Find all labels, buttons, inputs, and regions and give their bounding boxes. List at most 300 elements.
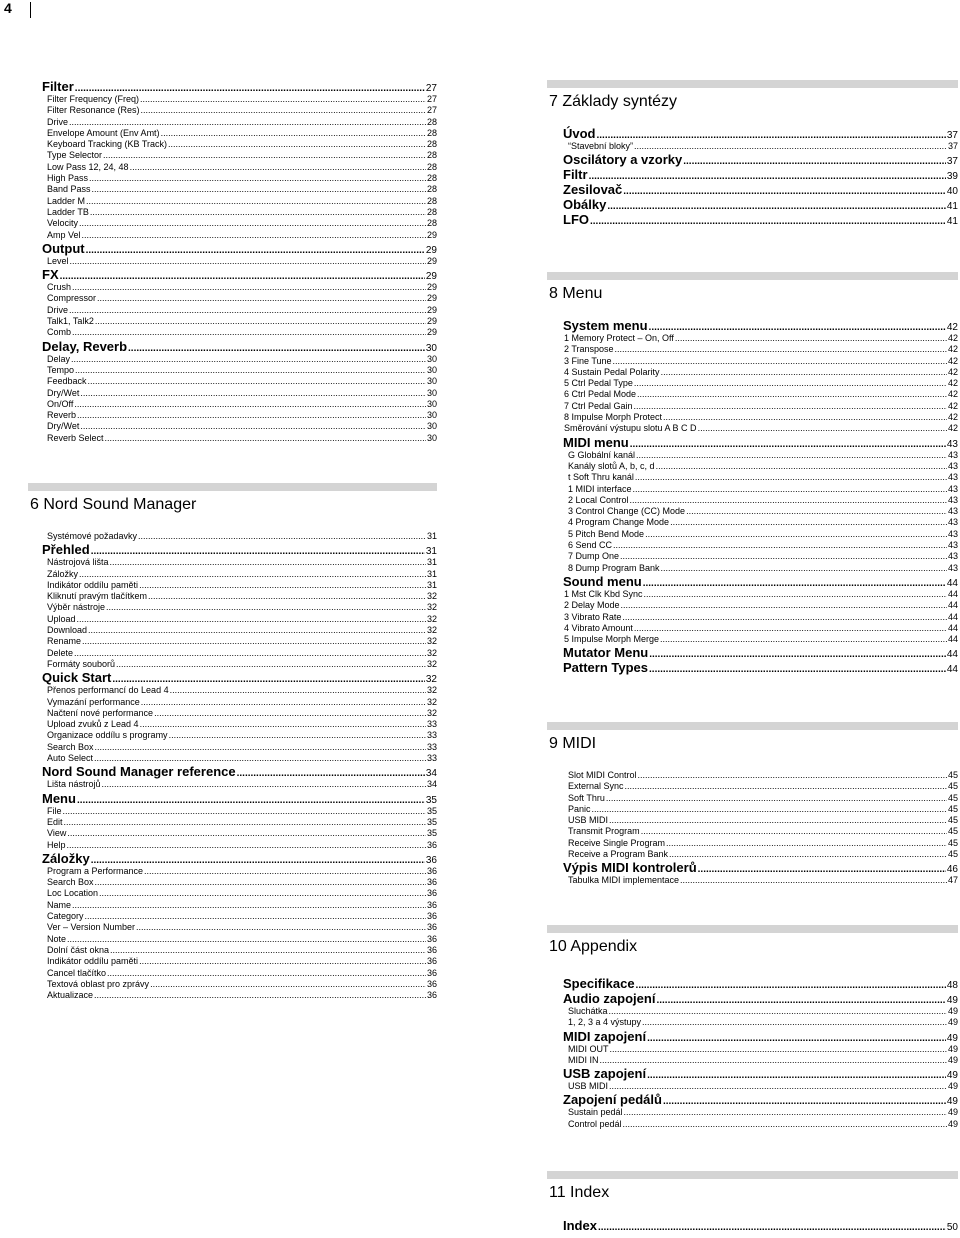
toc-entry[interactable]	[47, 128, 437, 139]
toc-entry[interactable]	[564, 600, 958, 611]
dot-leader	[102, 779, 426, 790]
toc-entry[interactable]	[568, 141, 958, 152]
toc-entry[interactable]	[568, 1006, 958, 1017]
toc-entry-page: 31	[426, 579, 437, 590]
dot-leader	[663, 412, 947, 423]
toc-entry-title: Načtení nové performance	[47, 707, 154, 718]
dot-leader	[140, 719, 426, 730]
toc-entry-title: Oscilátory a vzorky	[563, 152, 683, 168]
toc-entry[interactable]	[564, 412, 958, 423]
toc-entry-title: 7 Ctrl Pedal Gain	[564, 400, 633, 411]
toc-entry[interactable]	[47, 354, 437, 365]
toc-section-zalozky[interactable]: Záložky ..... 36	[42, 851, 437, 866]
dot-leader	[613, 356, 947, 367]
toc-entry[interactable]	[47, 293, 437, 304]
toc-entry[interactable]	[47, 376, 437, 387]
toc-entry[interactable]	[47, 911, 437, 922]
toc-entry-title: 5 Impulse Morph Merge	[564, 634, 660, 645]
toc-entry[interactable]	[568, 563, 958, 574]
chapter-6-title[interactable]: 6 Nord Sound Manager	[30, 496, 197, 513]
toc-entry[interactable]	[568, 551, 958, 562]
toc-entry[interactable]	[47, 150, 437, 161]
toc-entry-title: Rename	[47, 636, 82, 647]
toc-entry-title: 4 Sustain Pedal Polarity	[564, 366, 660, 377]
toc-entry-title: 3 Fine Tune	[564, 355, 612, 366]
toc-entry[interactable]	[47, 117, 437, 128]
toc-entry-title: 5 Pitch Bend Mode	[568, 528, 645, 539]
toc-entry-page: 31	[426, 557, 437, 568]
toc-entry[interactable]	[47, 184, 437, 195]
toc-entry[interactable]	[568, 849, 958, 860]
toc-entry[interactable]	[47, 625, 437, 636]
dot-leader	[624, 1107, 947, 1118]
toc-entry[interactable]	[47, 697, 437, 708]
toc-entry-page: 30	[426, 387, 437, 398]
toc-entry-title: MIDI IN	[568, 1054, 599, 1065]
toc-entry[interactable]	[47, 602, 437, 613]
toc-entry-page: 37	[946, 156, 958, 168]
toc-entry[interactable]	[568, 529, 958, 540]
toc-entry-page: 43	[947, 472, 958, 483]
toc-entry-title: Dry/Wet	[47, 387, 80, 398]
toc-entry-page: 33	[426, 719, 437, 730]
toc-entry-title: Name	[47, 899, 72, 910]
toc-entry[interactable]	[47, 105, 437, 116]
toc-entry[interactable]	[47, 877, 437, 888]
toc-entry[interactable]	[47, 94, 437, 105]
toc-entry[interactable]	[564, 634, 958, 645]
toc-entry-page: 32	[426, 636, 437, 647]
toc-entry-page: 49	[947, 1054, 958, 1065]
toc-entry-title: Auto Select	[47, 753, 94, 764]
dot-leader	[99, 888, 426, 899]
toc-entry-page: 43	[947, 506, 958, 517]
toc-entry-page: 30	[426, 421, 437, 432]
dot-leader	[79, 569, 426, 580]
toc-entry[interactable]	[568, 506, 958, 517]
chapter-10-block	[547, 925, 958, 1130]
toc-entry[interactable]	[47, 388, 437, 399]
toc-entry[interactable]	[47, 990, 437, 1001]
toc-entry[interactable]	[47, 730, 437, 741]
toc-section-system-menu[interactable]: System menu ..... 42	[563, 318, 958, 333]
toc-entry-title: 1 MIDI interface	[568, 483, 632, 494]
dot-leader	[85, 911, 426, 922]
chapter-rule	[28, 483, 437, 491]
toc-entry[interactable]	[47, 900, 437, 911]
toc-entry[interactable]	[47, 659, 437, 670]
toc-entry-title: Crush	[47, 282, 72, 293]
toc-entry-page: 27	[426, 105, 437, 116]
toc-entry-title: External Sync	[568, 781, 624, 792]
dot-leader	[141, 105, 426, 116]
toc-section[interactable]	[563, 645, 958, 660]
dot-leader	[636, 450, 947, 461]
dot-leader	[649, 662, 946, 677]
chapter-7-title[interactable]: 7 Základy syntézy	[549, 93, 678, 110]
dot-leader	[74, 648, 426, 659]
toc-entry[interactable]	[564, 333, 958, 344]
toc-entry-page: 28	[426, 139, 437, 150]
toc-entry[interactable]	[47, 173, 437, 184]
toc-entry-page: 44	[947, 600, 958, 611]
toc-entry-page: 31	[426, 568, 437, 579]
toc-entry[interactable]	[568, 1081, 958, 1092]
toc-entry-page: 30	[426, 364, 437, 375]
toc-entry-page: 44	[947, 588, 958, 599]
toc-entry[interactable]	[568, 1044, 958, 1055]
toc-section[interactable]	[563, 197, 958, 212]
dot-leader	[675, 333, 947, 344]
dot-leader	[71, 354, 426, 365]
toc-entry-page: 42	[947, 423, 958, 434]
toc-section-fx[interactable]: FX ..... 29	[42, 267, 437, 282]
toc-entry-page: 36	[426, 978, 437, 989]
dot-leader	[72, 327, 426, 338]
toc-entry[interactable]	[47, 433, 437, 444]
toc-section-quick-start[interactable]: Quick Start ..... 32	[42, 670, 437, 685]
toc-entry-page: 27	[426, 94, 437, 104]
toc-entry[interactable]	[47, 580, 437, 591]
toc-entry-page: 49	[947, 1006, 958, 1016]
toc-entry[interactable]	[47, 327, 437, 338]
toc-entry-page: 45	[947, 770, 958, 780]
toc-section-filter[interactable]: Filter ..... 27	[42, 79, 437, 94]
toc-entry[interactable]	[568, 1017, 958, 1028]
toc-section-usb[interactable]: USB zapojení ..... 49	[563, 1066, 958, 1081]
toc-entry-title: View	[47, 828, 67, 839]
dot-leader	[661, 367, 947, 378]
toc-entry-page: 36	[426, 922, 437, 933]
toc-section-prehled[interactable]: Přehled ..... 31	[42, 542, 437, 557]
toc-entry-page: 43	[947, 551, 958, 562]
toc-entry-title: Sluchátka	[568, 1006, 608, 1016]
chapter-9-title[interactable]: 9 MIDI	[549, 735, 597, 752]
dot-leader	[80, 421, 426, 432]
toc-entry-page: 28	[426, 127, 437, 138]
toc-entry-title: Upload zvuků z Lead 4	[47, 719, 139, 730]
toc-entry[interactable]	[568, 875, 958, 886]
toc-entry-title: Formáty souborů	[47, 658, 116, 669]
toc-entry[interactable]	[564, 589, 958, 600]
toc-entry-title: Ver – Version Number	[47, 922, 136, 933]
toc-entry-title: 3 Vibrato Rate	[564, 611, 622, 622]
toc-entry[interactable]	[47, 979, 437, 990]
toc-entry-title: Receive a Program Bank	[568, 849, 669, 860]
toc-entry-title: Velocity	[47, 218, 79, 229]
dot-leader	[70, 256, 426, 267]
toc-entry[interactable]	[47, 828, 437, 839]
toc-entry-page: 35	[426, 805, 437, 816]
toc-entry-title: Tabulka MIDI implementace	[568, 875, 680, 886]
toc-entry-page: 36	[426, 877, 437, 888]
toc-entry[interactable]	[47, 648, 437, 659]
dot-leader	[67, 840, 426, 851]
toc-entry-title: Filtr	[563, 167, 588, 183]
toc-entry-page: 29	[426, 255, 437, 266]
chapter-8-title[interactable]: 8 Menu	[549, 285, 603, 302]
toc-entry[interactable]	[47, 256, 437, 267]
toc-entry[interactable]	[568, 1055, 958, 1066]
toc-entry-page: 42	[947, 344, 958, 355]
toc-entry-title: Talk1, Talk2	[47, 316, 94, 327]
toc-entry-title: 3 Control Change (CC) Mode	[568, 506, 686, 517]
toc-entry-page: 32	[426, 647, 437, 658]
toc-entry[interactable]	[568, 472, 958, 483]
toc-entry[interactable]	[47, 591, 437, 602]
toc-entry-title: 1 Mst Clk Kbd Sync	[564, 588, 643, 599]
dot-leader	[90, 207, 426, 218]
toc-entry[interactable]	[568, 540, 958, 551]
toc-entry-page: 33	[426, 753, 437, 764]
toc-entry-page: 32	[426, 696, 437, 707]
dot-leader	[140, 94, 426, 105]
toc-entry[interactable]	[568, 838, 958, 849]
toc-entry[interactable]	[568, 1107, 958, 1118]
toc-entry[interactable]	[568, 1119, 958, 1130]
toc-section[interactable]	[563, 182, 958, 197]
toc-entry-title: Indikátor oddílu paměti	[47, 579, 139, 590]
toc-entry-page: 44	[946, 649, 958, 661]
toc-entry-page: 28	[426, 161, 437, 172]
toc-entry[interactable]	[47, 282, 437, 293]
chapter-10-title[interactable]: 10 Appendix	[549, 938, 638, 955]
toc-entry-page: 42	[947, 366, 958, 377]
toc-entry-title: Program a Performance	[47, 865, 144, 876]
toc-entry[interactable]	[47, 922, 437, 933]
toc-entry[interactable]	[568, 793, 958, 804]
toc-entry-title: Dolní část okna	[47, 944, 110, 955]
toc-section-menu[interactable]: Menu ..... 35	[42, 791, 437, 806]
toc-entry[interactable]	[47, 196, 437, 207]
page-number: 4	[4, 0, 12, 16]
toc-entry[interactable]	[47, 866, 437, 877]
toc-entry[interactable]	[568, 804, 958, 815]
toc-entry[interactable]	[564, 367, 958, 378]
dot-leader	[88, 376, 426, 387]
toc-entry[interactable]	[47, 365, 437, 376]
toc-entry[interactable]	[568, 781, 958, 792]
dot-leader	[669, 849, 947, 860]
dot-leader	[144, 866, 426, 877]
toc-section[interactable]	[563, 660, 958, 675]
toc-entry-title: 2 Transpose	[564, 344, 614, 355]
toc-entry[interactable]	[47, 968, 437, 979]
toc-entry[interactable]	[47, 779, 437, 790]
toc-entry-title: 5 Ctrl Pedal Type	[564, 378, 633, 389]
dot-leader	[64, 817, 426, 828]
toc-section-uvod[interactable]: Úvod ..... 37	[563, 126, 958, 141]
toc-entry-page: 43	[947, 460, 958, 471]
toc-entry-page: 42	[947, 389, 958, 400]
toc-entry-title: Zesilovač	[563, 182, 623, 198]
toc-entry[interactable]	[568, 450, 958, 461]
toc-entry-page: 42	[947, 378, 958, 389]
toc-section-audio[interactable]: Audio zapojení ..... 49	[563, 991, 958, 1006]
toc-entry[interactable]	[47, 162, 437, 173]
toc-entry-page: 36	[426, 990, 437, 1001]
toc-entry-page: 43	[947, 449, 958, 460]
dot-leader	[168, 139, 426, 150]
toc-entry-page: 43	[947, 494, 958, 505]
toc-entry-page: 43	[947, 517, 958, 528]
toc-entry-page: 45	[947, 803, 958, 814]
toc-entry-page: 31	[426, 531, 437, 541]
toc-entry[interactable]	[564, 612, 958, 623]
dot-leader	[630, 495, 947, 506]
chapter-rule	[547, 925, 958, 933]
dot-leader	[590, 214, 946, 229]
toc-section[interactable]	[563, 152, 958, 167]
toc-entry[interactable]	[47, 708, 437, 719]
toc-entry[interactable]	[564, 378, 958, 389]
toc-entry-title: Edit	[47, 816, 63, 827]
toc-entry-page: 41	[946, 201, 958, 213]
toc-entry-title: 8 Impulse Morph Protect	[564, 412, 663, 423]
dot-leader	[92, 184, 426, 195]
toc-entry[interactable]	[564, 423, 958, 434]
toc-entry-title: Nástrojová lišta	[47, 557, 109, 568]
chapter-rule	[547, 722, 958, 730]
toc-entry-page: 34	[426, 779, 437, 790]
dot-leader	[150, 979, 426, 990]
toc-entry[interactable]	[47, 399, 437, 410]
dot-leader	[94, 753, 426, 764]
toc-entry[interactable]	[47, 305, 437, 316]
toc-entry[interactable]	[568, 770, 958, 781]
toc-entry-page: 32	[426, 602, 437, 613]
toc-entry-page: 33	[426, 730, 437, 741]
toc-entry-title: Lišta nástrojů	[47, 779, 101, 790]
toc-entry[interactable]	[564, 344, 958, 355]
toc-entry[interactable]	[47, 139, 437, 150]
dot-leader	[680, 875, 947, 886]
toc-entry-page: 44	[946, 664, 958, 676]
dot-leader	[86, 196, 426, 207]
dot-leader	[660, 634, 947, 645]
toc-entry-page: 42	[947, 400, 958, 411]
toc-entry[interactable]	[568, 826, 958, 837]
toc-entry-title: Slot MIDI Control	[568, 770, 637, 780]
chapter-rule	[547, 272, 958, 280]
toc-entry[interactable]	[564, 401, 958, 412]
toc-entry-title: Obálky	[563, 197, 607, 213]
toc-entry[interactable]	[47, 531, 437, 542]
toc-entry-page: 29	[426, 316, 437, 327]
page-number-divider	[30, 2, 31, 18]
dot-leader	[79, 218, 426, 229]
toc-entry[interactable]	[47, 218, 437, 229]
toc-section-midi-zapojeni[interactable]: MIDI zapojení ..... 49	[563, 1029, 958, 1044]
toc-entry-page: 45	[947, 815, 958, 826]
dot-leader	[136, 922, 426, 933]
toc-entry[interactable]	[47, 753, 437, 764]
dot-leader	[670, 517, 947, 528]
toc-entry[interactable]	[568, 495, 958, 506]
toc-entry[interactable]	[47, 945, 437, 956]
toc-entry[interactable]	[47, 410, 437, 421]
toc-entry[interactable]	[47, 636, 437, 647]
toc-entry-title: Ladder TB	[47, 206, 89, 217]
toc-entry[interactable]	[47, 742, 437, 753]
toc-section-vypis-midi[interactable]: Výpis MIDI kontrolerů ..... 46	[563, 860, 958, 875]
toc-section-pedaly[interactable]: Zapojení pedálů ..... 49	[563, 1092, 958, 1107]
toc-entry-title: Ladder M	[47, 195, 86, 206]
dot-leader	[642, 1017, 947, 1028]
toc-entry[interactable]	[47, 207, 437, 218]
toc-section-specifikace[interactable]: Specifikace ..... 48	[563, 976, 958, 991]
toc-entry[interactable]	[47, 817, 437, 828]
toc-entry[interactable]	[47, 685, 437, 696]
toc-entry[interactable]	[47, 421, 437, 432]
toc-section-delay-reverb[interactable]: Delay, Reverb ..... 30	[42, 339, 437, 354]
toc-entry-title: Kanály slotů A, b, c, d	[568, 460, 655, 471]
toc-entry-page: 33	[426, 741, 437, 752]
dot-leader	[620, 551, 947, 562]
toc-section-midi-menu[interactable]: MIDI menu ..... 43	[563, 435, 958, 450]
toc-entry-title: Pattern Types	[563, 660, 649, 676]
toc-entry-page: 32	[426, 707, 437, 718]
toc-entry-title: Upload	[47, 613, 76, 624]
toc-section[interactable]	[563, 167, 958, 182]
toc-entry[interactable]	[568, 815, 958, 826]
toc-entry[interactable]	[47, 557, 437, 568]
toc-section-sound-menu[interactable]: Sound menu ..... 44	[563, 574, 958, 589]
toc-entry[interactable]	[564, 389, 958, 400]
chapter-11-title[interactable]: 11 Index	[549, 1184, 610, 1201]
toc-entry[interactable]	[47, 316, 437, 327]
toc-entry[interactable]	[568, 484, 958, 495]
toc-entry[interactable]	[564, 356, 958, 367]
toc-entry-page: 35	[426, 828, 437, 839]
toc-entry[interactable]	[47, 934, 437, 945]
toc-entry[interactable]	[568, 517, 958, 528]
toc-entry-title: Receive Single Program	[568, 837, 666, 848]
toc-entry[interactable]	[47, 719, 437, 730]
toc-entry[interactable]	[47, 888, 437, 899]
toc-section-index[interactable]: Index ..... 50	[563, 1218, 958, 1233]
toc-entry[interactable]	[47, 569, 437, 580]
toc-entry[interactable]	[47, 230, 437, 241]
dot-leader	[600, 1055, 947, 1066]
toc-section-output[interactable]: Output ..... 29	[42, 241, 437, 256]
toc-entry-title: Textová oblast pro zprávy	[47, 978, 150, 989]
toc-entry-page: 29	[426, 293, 437, 304]
toc-entry-page: 29	[426, 229, 437, 240]
toc-entry-title: Drive	[47, 304, 69, 315]
dot-leader	[613, 540, 947, 551]
dot-leader	[589, 169, 946, 184]
toc-section[interactable]	[563, 212, 958, 227]
toc-entry-title: Výběr nástroje	[47, 602, 106, 613]
toc-entry-title: 8 Dump Program Bank	[568, 562, 660, 573]
toc-entry[interactable]	[47, 840, 437, 851]
chapter-rule	[547, 1171, 958, 1179]
toc-entry[interactable]	[568, 461, 958, 472]
toc-entry-page: 44	[947, 634, 958, 645]
dot-leader	[148, 591, 426, 602]
toc-entry-title: Delay	[47, 353, 71, 364]
toc-section-reference[interactable]: Nord Sound Manager reference ..... 34	[42, 764, 437, 779]
toc-entry-title: Aktualizace	[47, 990, 94, 1001]
toc-entry[interactable]	[47, 614, 437, 625]
toc-entry[interactable]	[47, 956, 437, 967]
dot-leader	[615, 344, 947, 355]
toc-entry-page: 36	[426, 944, 437, 955]
toc-entry-title: Category	[47, 911, 84, 922]
toc-entry[interactable]	[47, 806, 437, 817]
toc-entry[interactable]	[564, 623, 958, 634]
